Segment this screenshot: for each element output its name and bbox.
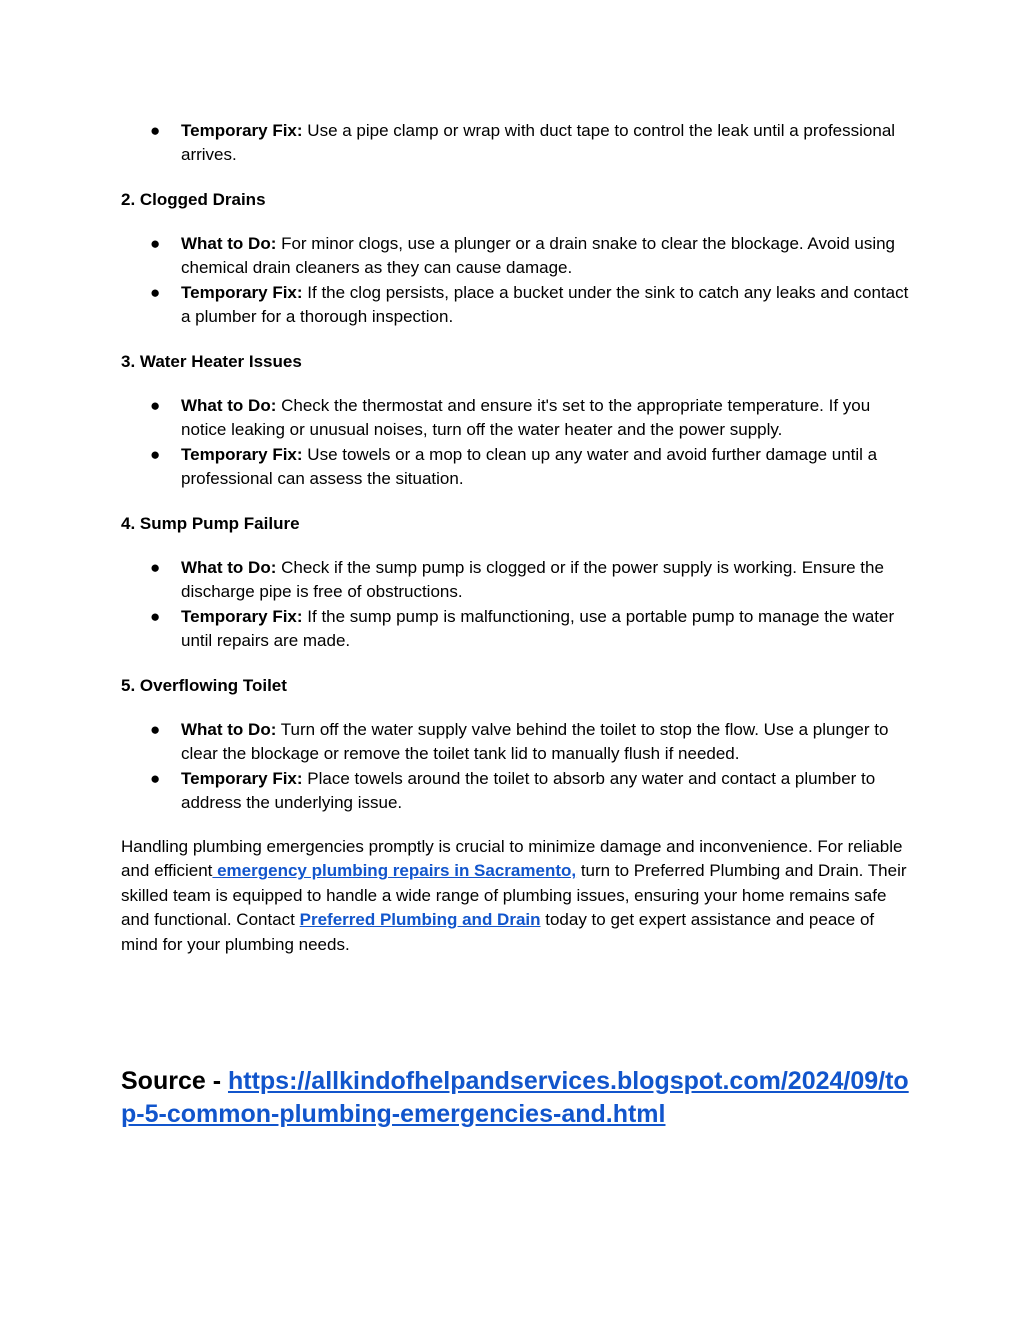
bullet-icon: ● [150, 121, 161, 140]
bullet-icon: ● [150, 282, 161, 302]
item-label: Temporary Fix: [181, 282, 303, 302]
item-text: Check if the sump pump is clogged or if the power supply is working. Ensure the discharge pipe is free of obstructions. [181, 558, 884, 602]
item-text: Use a pipe clamp or wrap with duct tape to control the leak until a professional arrives. [181, 121, 896, 165]
list-item [150, 119, 910, 168]
sump-pump-bullet-list [150, 556, 910, 654]
item-label: Temporary Fix: [181, 444, 303, 464]
list-item [150, 232, 910, 281]
bullet-icon: ● [150, 720, 161, 739]
emergency-plumbing-link[interactable]: emergency plumbing repairs in Sacramento, [212, 861, 577, 881]
list-item [150, 767, 910, 816]
list-item [150, 394, 910, 443]
list-item [150, 605, 910, 654]
bullet-icon: ● [150, 396, 161, 415]
list-item [150, 718, 910, 767]
closing-paragraph [121, 835, 911, 957]
item-label: What to Do: [181, 396, 277, 415]
item-text: For minor clogs, use a plunger or a drain snake to clear the blockage. Avoid using chemical drain cleaners as they can cause damage. [181, 234, 896, 278]
bullet-icon: ● [150, 606, 161, 626]
section-heading-overflowing-toilet: 5. Overflowing Toilet [121, 676, 287, 695]
intro-bullet-list [150, 119, 910, 168]
bullet-icon: ● [150, 234, 161, 253]
item-label: What to Do: [181, 720, 277, 739]
overflowing-toilet-bullet-list [150, 718, 910, 816]
item-text: Use towels or a mop to clean up any water and avoid further damage until a professional can assess the situation. [181, 444, 878, 489]
list-item [150, 556, 910, 605]
closing-text-3: today to get expert assistance and peace of mind for your plumbing needs. [121, 910, 875, 954]
section-heading-sump-pump-failure: 4. Sump Pump Failure [121, 514, 300, 533]
source-url-link[interactable]: https://allkindofhelpandservices.blogspot.com/2024/09/top-5-common-plumbing-emergencies-and.html [121, 1067, 909, 1128]
section-heading-clogged-drains: 2. Clogged Drains [121, 190, 266, 209]
item-label: Temporary Fix: [181, 121, 303, 140]
list-item [150, 443, 910, 492]
bullet-icon: ● [150, 768, 161, 788]
item-text: Check the thermostat and ensure it's set to the appropriate temperature. If you notice leaking or unusual noises, turn off the water heater and the power supply. [181, 396, 871, 440]
closing-text-1: Handling plumbing emergencies promptly is crucial to minimize damage and inconvenience. For reliable and efficient [121, 837, 903, 881]
item-text: Turn off the water supply valve behind the toilet to stop the flow. Use a plunger to clear the blockage or remove the toilet tank lid to manually flush if needed. [181, 720, 889, 764]
water-heater-bullet-list [150, 394, 910, 492]
item-text: Place towels around the toilet to absorb any water and contact a plumber to address the underlying issue. [181, 768, 876, 813]
source-label: Source - [121, 1067, 228, 1095]
bullet-icon: ● [150, 558, 161, 577]
clogged-drains-bullet-list [150, 232, 910, 330]
item-text: If the clog persists, place a bucket under the sink to catch any leaks and contact a plumber for a thorough inspection. [181, 282, 909, 327]
preferred-plumbing-link[interactable]: Preferred Plumbing and Drain [299, 910, 541, 930]
item-label: What to Do: [181, 234, 277, 253]
item-label: Temporary Fix: [181, 768, 303, 788]
bullet-icon: ● [150, 444, 161, 464]
item-text: If the sump pump is malfunctioning, use a portable pump to manage the water until repairs are made. [181, 606, 895, 651]
list-item [150, 281, 910, 330]
item-label: Temporary Fix: [181, 606, 303, 626]
section-heading-water-heater-issues: 3. Water Heater Issues [121, 352, 302, 371]
item-label: What to Do: [181, 558, 277, 577]
source-block [121, 1065, 921, 1131]
closing-text-2: turn to Preferred Plumbing and Drain. Their skilled team is equipped to handle a wide range of plumbing issues, ensuring your home remains safe and functional. Contact [121, 861, 907, 930]
